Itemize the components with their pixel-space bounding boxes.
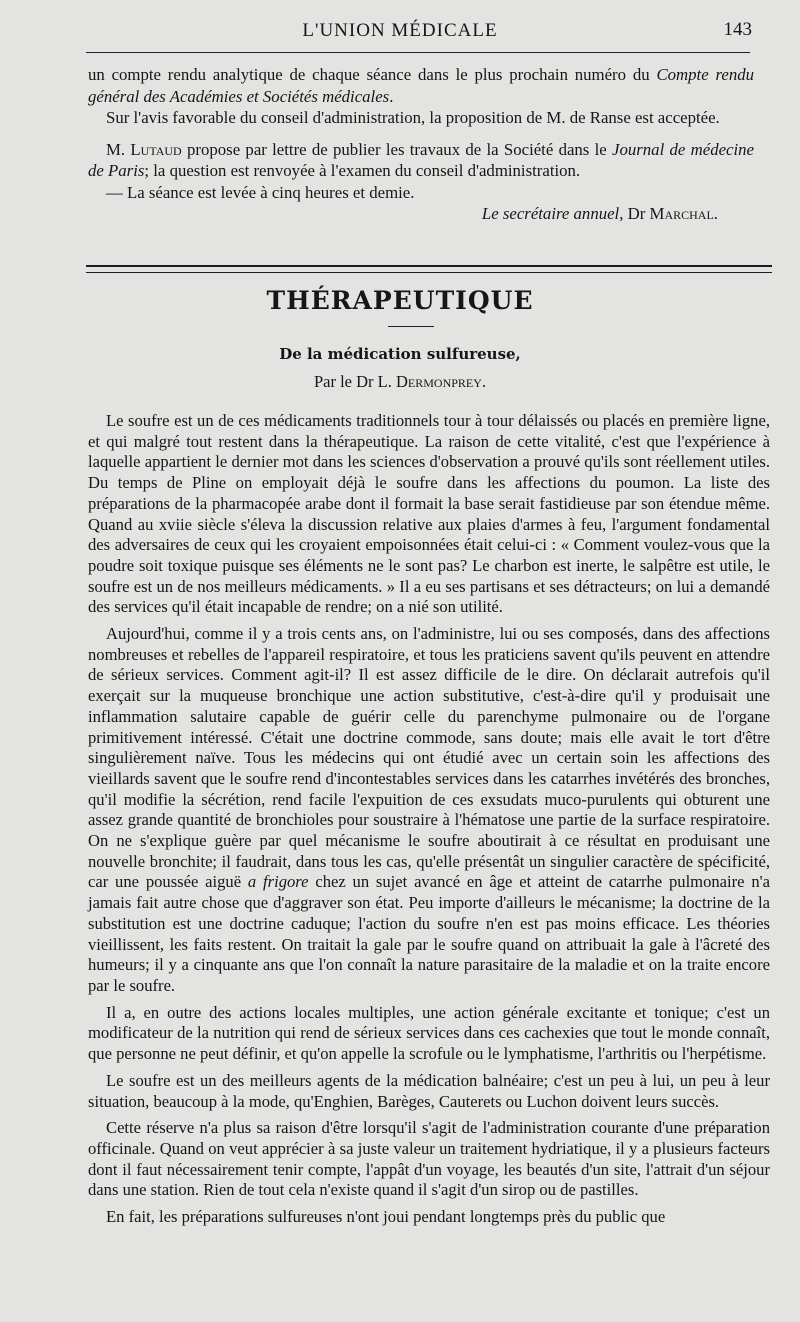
pv-paragraph-2: Sur l'avis favorable du conseil d'administration, la proposition de M. de Ranse est acceptée. (106, 108, 720, 127)
article-byline: Par le Dr L. Dermonprey. (313, 372, 487, 391)
article-paragraph-3: Il a, en outre des actions locales multiples, une action générale excitante et tonique; c'est un modificateur de la nutrition qui rend de sérieux services dans ces cachexies que tout le monde connaît, que personne ne peut définir, et qu'on appelle la scrofule ou le lymphatisme, l'arthritis ou l'herpétisme. (88, 1002, 770, 1064)
section-title: THÉRAPEUTIQUE (266, 286, 534, 315)
article-paragraph-2: Aujourd'hui, comme il y a trois cents ans, on l'administre, lui ou ses composés, dans des affections nombreuses et rebelles de l'appareil respiratoire, et tous les praticiens savent qu'ils peuvent en attendre de sérieux services. Comment agit-il? Il est assez difficile de le dire. On déclarait autrefois qu'il exerçait sur la muqueuse bronchique une action substitutive, c'est-à-dire qu'il y produisait une inflammation salutaire capable de guérir celle du parenchyme pulmonaire ou de l'organe primitivement intéressé. C'était une doctrine commode, sans doute; mais elle avait le tort d'être singulièrement naïve. Tous les médecins qui ont étudié avec un certain soin les affections des vieillards savent que le soufre rend d'incontestables services dans les catarrhes invétérés des bronches, qu'il modifie la sécrétion, rend facile l'expuition de ces exsudats muco-purulents qui obturent une assez grande quantité de bronchioles pour soustraire à l'hématose une partie de la surface respiratoire. On ne s'explique guère par quel mécanisme le soufre aboutirait à ce résultat en produisant une nouvelle bronchite; il faudrait, dans tous les cas, qu'elle présentât un singulier caractère de spécificité, car une poussée aiguë a frigore chez un sujet avancé en âge et atteint de catarrhe pulmonaire n'a jamais fait autre chose que d'aggraver son état. Peu importe d'ailleurs le mécanisme; la doctrine de la substitution est une doctrine caduque; l'action du soufre n'en est pas moins efficace. Les théories vieillissent, les faits restent. On traitait la gale par le soufre quand on attribuait la gale à l'âcreté des humeurs; il y a cinquante ans que l'on connaît la nature parasitaire de la maladie et on la traite encore par le soufre. (88, 624, 770, 995)
section-divider (86, 265, 772, 273)
article-paragraph-5: Cette réserve n'a plus sa raison d'être lorsqu'il s'agit de l'administration courante d'une préparation officinale. Quand on veut apprécier à sa juste valeur un traitement hydriatique, il y a plusieurs facteurs dont il faut nécessairement tenir compte, l'appât d'un voyage, les beautés d'un site, l'attrait d'un séjour dans une station. Rien de tout cela n'existe quand il s'agit d'un sirop ou de pastilles. (88, 1118, 770, 1200)
author-name: Dermonprey. (395, 372, 487, 391)
header-rule (86, 52, 750, 53)
article-paragraph-6: En fait, les préparations sulfureuses n'ont joui pendant longtemps près du public que (106, 1207, 666, 1227)
journal-title-italic: Compte rendu général des Académies et Sociétés médicales (88, 65, 754, 106)
secretary-signature: Le secrétaire annuel, Dr Marchal. (481, 204, 718, 223)
pv-paragraph-3: M. Lutaud propose par lettre de publier les travaux de la Société dans le Journal de médecine de Paris; la question est renvoyée à l'examen du conseil d'administration. (88, 139, 755, 180)
page-number: 143 (723, 19, 752, 40)
pv-paragraph-1: un compte rendu analytique de chaque séance dans le plus prochain numéro du Compte rendu général des Académies et Sociétés médicales. (88, 65, 754, 106)
page-header (0, 14, 800, 44)
title-underline (388, 326, 434, 327)
article-paragraph-4: Le soufre est un des meilleurs agents de la médication balnéaire; c'est un peu à lui, un peu à leur situation, beaucoup à la mode, qu'Enghien, Barèges, Cauterets ou Luchon doivent leurs succès. (88, 1070, 770, 1111)
running-title: L'UNION MÉDICALE (302, 20, 498, 41)
member-name: Lutaud (130, 139, 182, 159)
proces-verbal-section (88, 64, 754, 225)
article-body (88, 411, 770, 1234)
article-paragraph-1: Le soufre est un de ces médicaments traditionnels tour à tour délaissés ou placés en première ligne, et qui malgré tout restent dans la thérapeutique. La raison de cette vitalité, c'est que l'expérience à laquelle appartient le dernier mot dans les sciences d'observation a prouvé qu'ils sont réellement utiles. Du temps de Pline on employait déjà le soufre dans les affections du poumon. La liste des préparations de la pharmacopée arabe dont il formait la base serait fastidieuse par son étendue même. Quand au xviie siècle s'éleva la discussion relative aux plaies d'armes à feu, l'argument fondamental des adversaires de ceux qui les croyaient empoisonnées était celui-ci : « Comment voulez-vous que la poudre soit toxique puisque ses éléments ne le sont pas? Le charbon est inerte, le salpêtre est utile, le soufre est un de nos meilleurs médicaments. » Il a eu ses partisans et ses détracteurs; on lui a demandé des services qu'il était incapable de rendre; on a nié son utilité. (88, 411, 770, 617)
pv-paragraph-4: — La séance est levée à cinq heures et demie. (106, 182, 415, 202)
article-title: De la médication sulfureuse, (279, 345, 521, 363)
journal-title-italic-2: Journal de médecine de Paris (88, 139, 755, 180)
